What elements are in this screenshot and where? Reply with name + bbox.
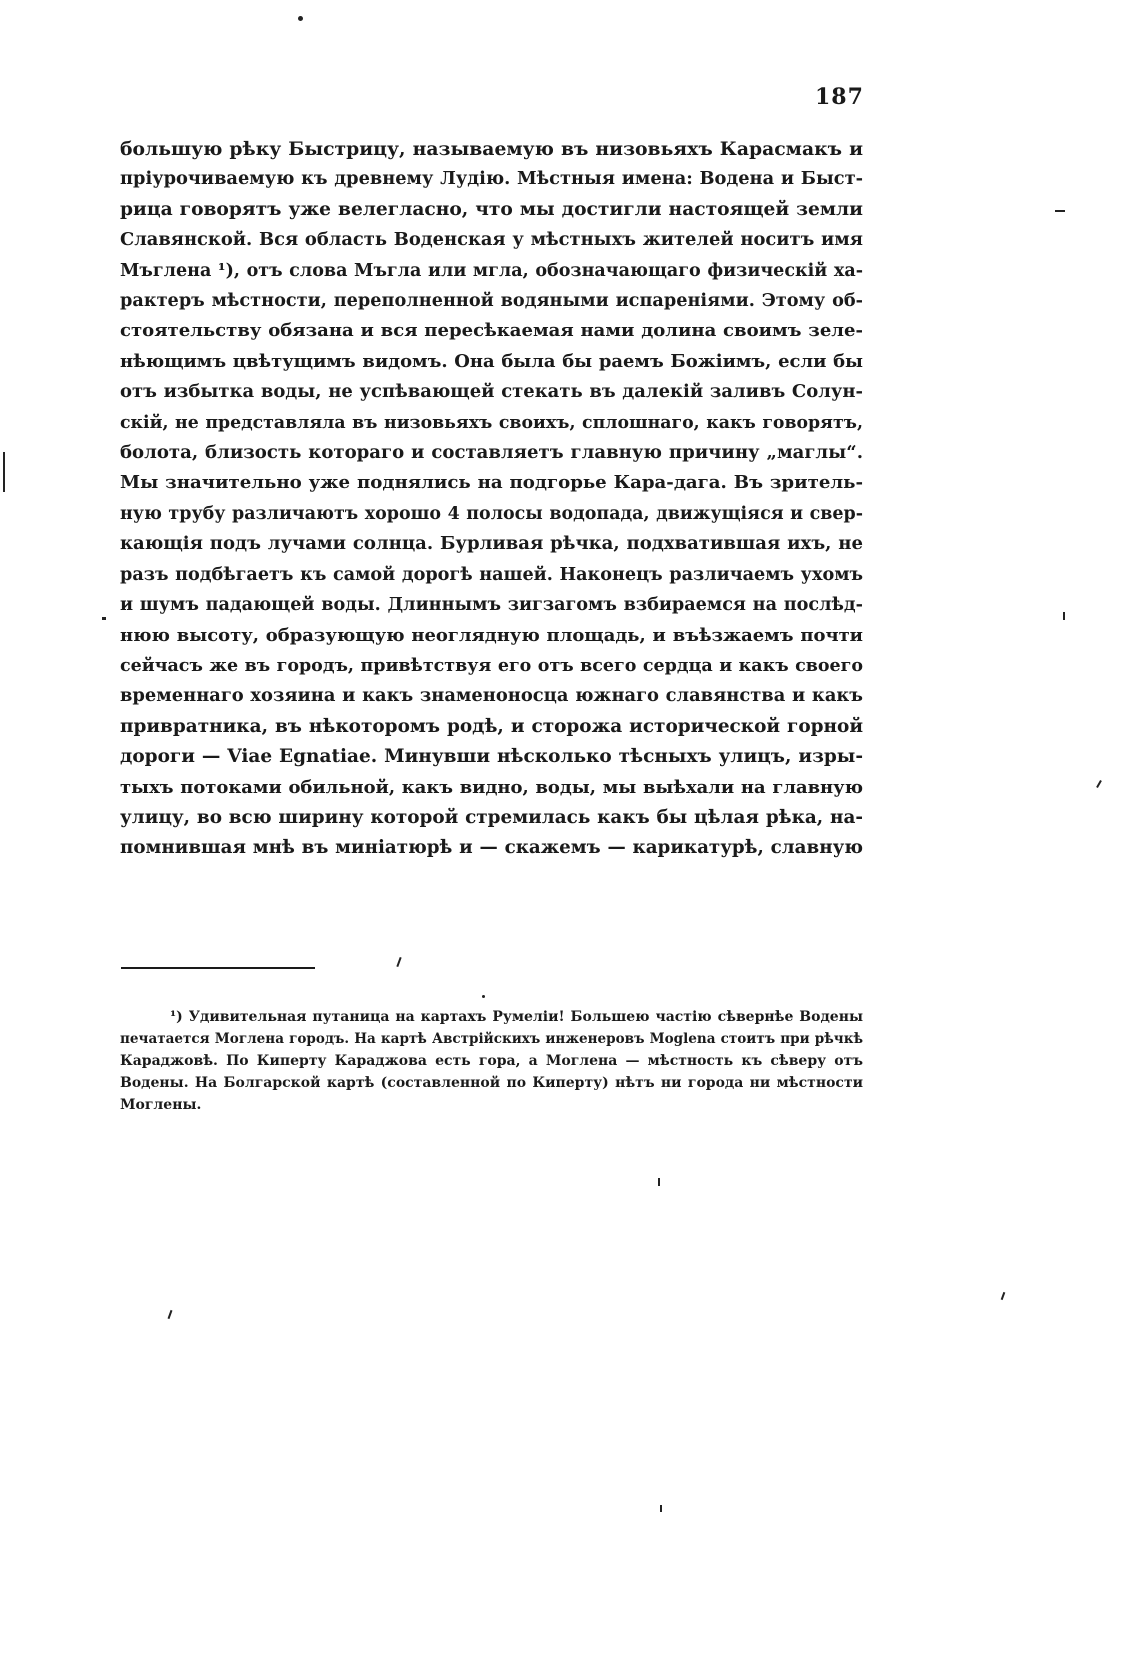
text-line: большую рѣку Быстрицу, называемую въ низовьяхъ Карасмакъ и <box>120 138 863 160</box>
text-line: тыхъ потоками обильной, какъ видно, воды, мы выѣхали на главную <box>120 776 863 798</box>
text-line: и шумъ падающей воды. Длиннымъ зигзагомъ взбираемся на послѣд- <box>120 594 863 616</box>
scan-speck <box>396 957 401 967</box>
footnote-line: ¹) Удивительная путаница на картахъ Румеліи! Большею частію сѣвернѣе Водены <box>170 1009 863 1025</box>
footnote-line: Водены. На Болгарской картѣ (составленной по Киперту) нѣтъ ни города ни мѣстности <box>120 1075 863 1091</box>
scan-speck <box>298 16 303 21</box>
scan-speck <box>660 1505 662 1512</box>
main-text <box>120 134 863 864</box>
text-line: кающія подъ лучами солнца. Бурливая рѣчка, подхватившая ихъ, не <box>120 533 863 555</box>
text-line: болота, близость котораго и составляетъ главную причину „маглы“. <box>120 442 863 464</box>
scan-speck <box>3 452 5 492</box>
scan-speck <box>1001 1292 1006 1300</box>
text-line: улицу, во всю ширину которой стремилась какъ бы цѣлая рѣка, на- <box>120 806 863 828</box>
footnote-line: печатается Моглена городъ. На картѣ Австрійскихъ инженеровъ Moglena стоитъ при рѣчкѣ <box>120 1031 863 1047</box>
scan-speck <box>1055 210 1065 212</box>
scan-speck <box>168 1310 173 1319</box>
text-line: помнившая мнѣ въ миніатюрѣ и — скажемъ — карикатурѣ, славную <box>120 837 863 859</box>
text-line: нюю высоту, образующую неоглядную площадь, и въѣзжаемъ почти <box>120 624 863 646</box>
text-line: нѣющимъ цвѣтущимъ видомъ. Она была бы раемъ Божіимъ, если бы <box>120 350 863 372</box>
text-line: пріурочиваемую къ древнему Лудію. Мѣстныя имена: Водена и Быст- <box>120 168 863 190</box>
footnote <box>120 1006 863 1116</box>
text-line: стоятельству обязана и вся пересѣкаемая нами долина своимъ зеле- <box>120 320 863 342</box>
text-line: ную трубу различаютъ хорошо 4 полосы водопада, движущіяся и свер- <box>120 503 863 524</box>
text-line: рактеръ мѣстности, переполненной водяными испареніями. Этому об- <box>120 290 863 312</box>
text-line: дороги — Viae Egnatiae. Минувши нѣсколько тѣсныхъ улицъ, изры- <box>120 746 863 768</box>
text-line: отъ избытка воды, не успѣвающей стекать въ далекій заливъ Солун- <box>120 381 863 403</box>
text-line: скій, не представляла въ низовьяхъ своихъ, сплошнаго, какъ говорятъ, <box>120 412 863 433</box>
text-line: Славянской. Вся область Воденская у мѣстныхъ жителей носитъ имя <box>120 229 863 251</box>
text-line: Мы значительно уже поднялись на подгорье Кара-дага. Въ зритель- <box>120 472 863 494</box>
page-number: 187 <box>815 84 864 110</box>
footnote-line: Караджовѣ. По Киперту Караджова есть гора, а Моглена — мѣстность къ сѣверу отъ <box>120 1053 863 1069</box>
scan-speck <box>1063 612 1065 620</box>
footnote-line: Моглены. <box>120 1097 202 1113</box>
text-line: привратника, въ нѣкоторомъ родѣ, и сторожа исторической горной <box>120 715 863 737</box>
text-line: разъ подбѣгаетъ къ самой дорогѣ нашей. Наконецъ различаемъ ухомъ <box>120 563 863 585</box>
text-line: временнаго хозяина и какъ знаменоносца южнаго славянства и какъ <box>120 685 863 707</box>
scan-speck <box>102 617 106 620</box>
text-line: Мъглена ¹), отъ слова Мъгла или мгла, обозначающаго физическій ха- <box>120 260 863 281</box>
scan-speck <box>658 1178 660 1186</box>
footnote-separator <box>121 967 315 969</box>
scan-speck <box>1096 780 1102 788</box>
scan-speck <box>482 995 485 998</box>
text-line: сейчасъ же въ городъ, привѣтствуя его отъ всего сердца и какъ своего <box>120 655 863 676</box>
text-line: рица говорятъ уже велегласно, что мы достигли настоящей земли <box>120 198 863 220</box>
